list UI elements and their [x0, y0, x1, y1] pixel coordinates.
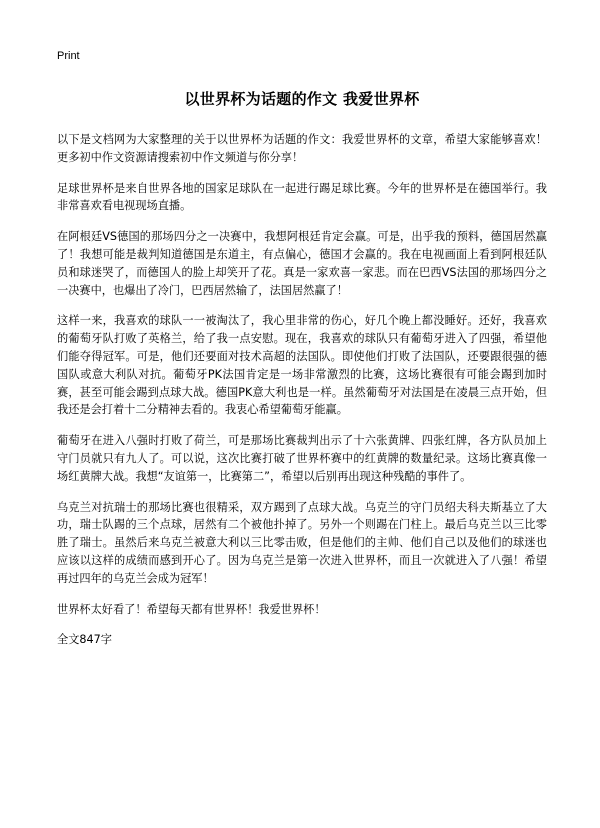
document-page: [57, 44, 547, 648]
word-count: 全文847字: [57, 633, 112, 647]
print-link[interactable]: Print: [57, 50, 80, 62]
body-paragraph: 乌克兰对抗瑞士的那场比赛也很精采，双方踢到了点球大战。乌克兰的守门员绍夫科夫斯基立了大功，瑞士队踢的三个点球，居然有二个被他扑掉了。另外一个则踢在门柱上。最后乌克兰以三比零胜了瑞士。虽然后来乌克兰被意大利以三比零击败，但是他们的主帅、他们自己以及他们的球迷也应该以这样的成绩而感到开心了。因为乌克兰是第一次进入世界杯，而且一次就进入了八强！希望再过四年的乌克兰会成为冠军！: [57, 500, 547, 585]
body-paragraph: 在阿根廷VS德国的那场四分之一决赛中，我想阿根廷肯定会赢。可是，出乎我的预料，德国居然赢了！我想可能是裁判知道德国是东道主，有点偏心，德国才会赢的。我在电视画面上看到阿根廷队员和球迷哭了，而德国人的脸上却笑开了花。真是一家欢喜一家悲。而在巴西VS法国的那场四分之一决赛中，也爆出了冷门，巴西居然输了，法国居然赢了！: [57, 230, 547, 297]
closing-paragraph: 世界杯太好看了！希望每天都有世界杯！我爱世界杯！: [57, 602, 326, 616]
body-paragraph: 葡萄牙在进入八强时打败了荷兰，可是那场比赛裁判出示了十六张黄牌、四张红牌，各方队员加上守门员就只有九人了。可以说，这次比赛打破了世界杯赛中的红黄牌的数量纪录。这场比赛真像一场红黄牌大战。我想“友谊第一，比赛第二”，希望以后别再出现这种残酷的事件了。: [57, 434, 547, 483]
intro-paragraph: 以下是文档网为大家整理的关于以世界杯为话题的作文：我爱世界杯的文章，希望大家能够喜欢！更多初中作文资源请搜索初中作文频道与你分享！: [57, 133, 547, 164]
document-body: [57, 131, 547, 618]
document-title: 以世界杯为话题的作文 我爱世界杯: [184, 90, 420, 108]
body-paragraph: 这样一来，我喜欢的球队一一被淘汰了，我心里非常的伤心，好几个晚上都没睡好。还好，我喜欢的葡萄牙队打败了英格兰，给了我一点安慰。现在，我喜欢的球队只有葡萄牙进入了四强，希望他们能夺得冠军。可是，他们还要面对技术高超的法国队。即使他们打败了法国队，还要跟很强的德国队或意大利队对抗。葡萄牙PK法国肯定是一场非常激烈的比赛，这场比赛很有可能会踢到加时赛，甚至可能会踢到点球大战。德国PK意大利也是一样。虽然葡萄牙对法国是在凌晨三点开始，但我还是会打着十二分精神去看的。我衷心希望葡萄牙能赢。: [57, 314, 547, 417]
body-paragraph: 足球世界杯是来自世界各地的国家足球队在一起进行踢足球比赛。今年的世界杯是在德国举行。我非常喜欢看电视现场直播。: [57, 181, 547, 213]
